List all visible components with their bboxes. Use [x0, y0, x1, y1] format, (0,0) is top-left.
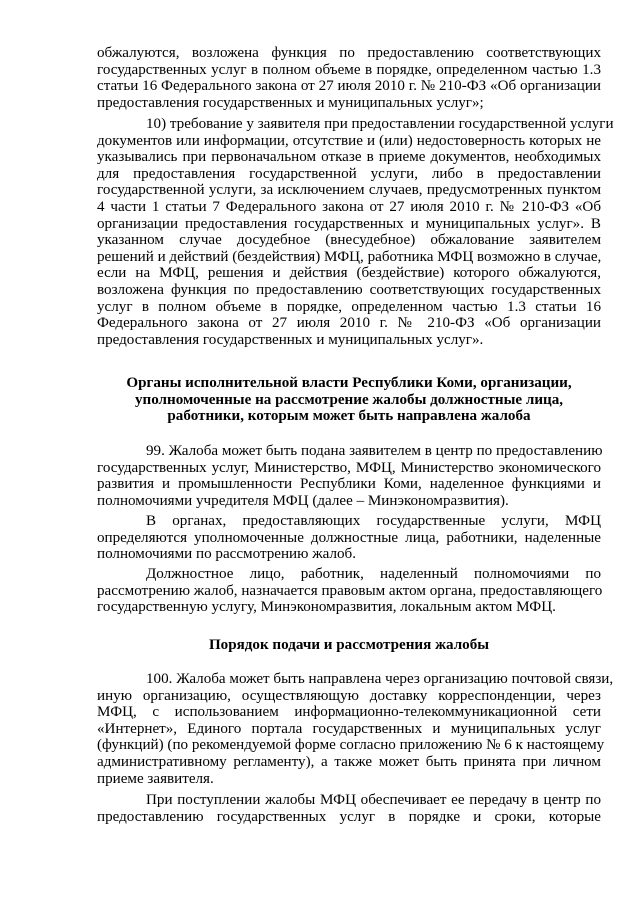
text-line: полномочиями учредителя МФЦ (далее – Минэкономразвития).: [97, 492, 509, 509]
section-heading-complaint-bodies: [97, 375, 601, 425]
text-line: (функций) (по рекомендуемой форме согласно приложению № 6 к настоящему: [97, 737, 605, 754]
paragraph-100: [97, 671, 614, 787]
text-line: государственных услуг, Министерство, МФЦ, Министерство экономического: [97, 459, 601, 476]
text-line: «Интернет», Единого портала государственных и муниципальных услуг: [97, 720, 601, 737]
text-line: для предоставления государственной услуги, либо в предоставлении: [97, 165, 601, 182]
text-line: организации предоставления государственных и муниципальных услуг». В: [97, 215, 601, 232]
text-line: административному регламенту), а также может быть принята при личном: [97, 753, 601, 770]
text-line: услуг в полном объеме в порядке, определенном частью 1.3 статьи 16: [97, 298, 601, 315]
paragraph-item-10: [97, 116, 614, 348]
text-line: приеме заявителя.: [97, 770, 214, 787]
text-line: предоставлению государственных услуг в порядке и сроки, которые: [97, 808, 601, 825]
text-line: если на МФЦ, решения и действия (бездействие) которого обжалуются,: [97, 265, 601, 282]
paragraph-99: [97, 443, 601, 509]
text-line: государственной услуги, за исключением случаев, предусмотренных пунктом: [97, 182, 601, 199]
heading-line: работники, которым может быть направлена жалоба: [167, 408, 531, 425]
text-line: государственную услугу, Минэкономразвития, локальным актом МФЦ.: [97, 599, 556, 616]
text-line: развития и промышленности Республики Коми, наделенное функциями и: [97, 476, 601, 493]
text-line: 4 части 1 статьи 7 Федерального закона от 27 июля 2010 г. № 210-ФЗ «Об: [97, 198, 601, 215]
text-line: Федерального закона от 27 июля 2010 г. № 210-ФЗ «Об организации: [97, 315, 601, 332]
text-line: В органах, предоставляющих государственные услуги, МФЦ: [146, 513, 601, 529]
paragraph-continuation: [97, 45, 601, 111]
text-line: рассмотрению жалоб, назначается правовым актом органа, предоставляющего: [97, 582, 603, 599]
text-line: полномочиями по рассмотрению жалоб.: [97, 546, 356, 563]
text-line: предоставления государственных и муниципальных услуг»;: [97, 94, 484, 111]
text-line: определяются уполномоченные должностные лица, работники, наделенные: [97, 529, 601, 546]
text-line: 10) требование у заявителя при предоставлении государственной услуги: [146, 116, 614, 132]
text-line: указанном случае досудебное (внесудебное) обжалование заявителем: [97, 232, 601, 249]
heading-line: Порядок подачи и рассмотрения жалобы: [208, 637, 490, 653]
paragraph-authorized-officials: [97, 513, 601, 563]
text-line: Должностное лицо, работник, наделенный полномочиями по: [146, 566, 601, 582]
text-line: статьи 16 Федерального закона от 27 июля 2010 г. № 210-ФЗ «Об организации: [97, 78, 601, 95]
text-line: При поступлении жалобы МФЦ обеспечивает ее передачу в центр по: [146, 792, 601, 808]
heading-line: Органы исполнительной власти Республики Коми, организации,: [126, 375, 572, 391]
heading-line: уполномоченные на рассмотрение жалобы должностные лица,: [134, 391, 564, 408]
text-line: государственных услуг в полном объеме в порядке, определенном частью 1.3: [97, 61, 601, 78]
text-line: МФЦ, с использованием информационно-телекоммуникационной сети: [97, 704, 601, 721]
section-heading-complaint-procedure: [97, 637, 601, 654]
text-line: иную организацию, осуществляющую доставку корреспонденции, через: [97, 687, 601, 704]
text-line: обжалуются, возложена функция по предоставлению соответствующих: [97, 45, 601, 61]
text-line: возложена функция по предоставлению соответствующих государственных: [97, 281, 601, 298]
text-line: решений и действий (бездействия) МФЦ, работника МФЦ возможно в случае,: [97, 248, 602, 265]
text-line: 100. Жалоба может быть направлена через организацию почтовой связи,: [146, 671, 614, 687]
text-line: указывались при первоначальном отказе в приеме документов, необходимых: [97, 149, 601, 166]
paragraph-official-appointment: [97, 566, 601, 616]
paragraph-mfc-forwarding: [97, 792, 601, 825]
text-line: документов или информации, отсутствие и (или) недостоверность которых не: [97, 132, 601, 149]
text-line: 99. Жалоба может быть подана заявителем в центр по предоставлению: [146, 443, 603, 459]
text-line: предоставления государственных и муниципальных услуг».: [97, 331, 484, 348]
